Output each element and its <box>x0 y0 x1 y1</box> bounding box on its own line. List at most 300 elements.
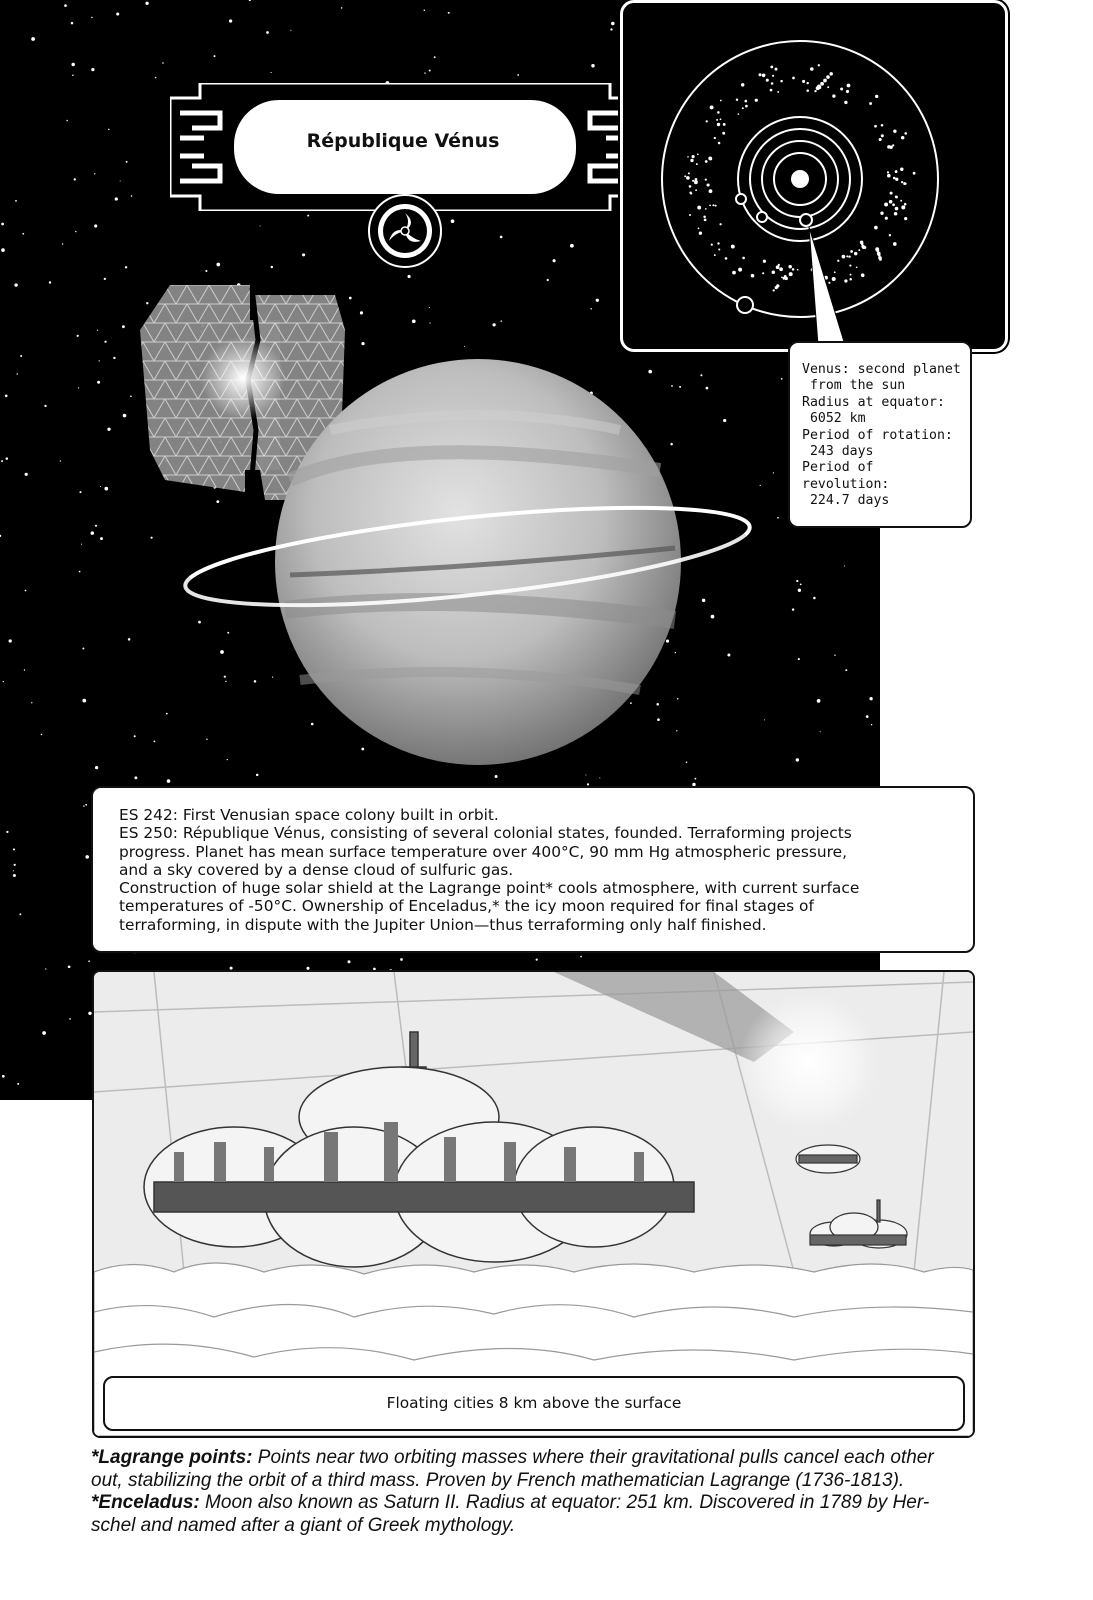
star <box>249 0 251 1</box>
star <box>871 724 872 725</box>
star <box>869 697 872 700</box>
asteroid <box>826 75 830 79</box>
asteroid <box>732 271 736 275</box>
star <box>81 544 82 545</box>
star <box>773 472 774 473</box>
asteroid <box>850 250 853 253</box>
star <box>97 381 100 384</box>
star <box>408 275 411 278</box>
asteroid <box>712 204 714 206</box>
star <box>216 500 219 503</box>
star <box>85 804 87 806</box>
star <box>727 654 730 657</box>
asteroid <box>689 185 692 188</box>
asteroid <box>894 212 898 216</box>
star <box>817 699 821 703</box>
asteroid <box>692 180 694 182</box>
asteroid <box>850 274 852 276</box>
star <box>227 632 229 634</box>
star <box>91 17 92 18</box>
asteroid <box>742 107 744 109</box>
star <box>424 10 425 11</box>
star <box>94 173 95 174</box>
star <box>679 386 681 388</box>
asteroid <box>878 254 881 257</box>
asteroid <box>856 266 858 268</box>
asteroid <box>789 272 793 276</box>
asteroid <box>779 267 783 271</box>
star <box>307 215 309 217</box>
asteroid <box>775 286 778 289</box>
star <box>6 457 9 460</box>
asteroid <box>881 134 884 137</box>
star <box>429 307 430 308</box>
asteroid <box>862 247 865 250</box>
star <box>49 281 51 283</box>
asteroid <box>820 82 824 86</box>
star <box>62 243 63 244</box>
asteroid <box>829 72 832 75</box>
planet-venus-icon <box>800 214 812 226</box>
asteroid <box>738 268 742 272</box>
asteroid <box>758 73 761 76</box>
star <box>123 414 127 418</box>
star <box>116 12 119 15</box>
star <box>122 325 125 328</box>
asteroid <box>738 113 740 115</box>
asteroid <box>697 206 701 210</box>
star <box>79 491 81 493</box>
star <box>272 677 273 678</box>
star <box>676 730 677 731</box>
star <box>656 703 659 706</box>
star <box>25 590 27 592</box>
star <box>153 740 155 742</box>
star <box>3 681 4 682</box>
planet-mercury-icon <box>736 194 746 204</box>
venus-info-line: Venus: second planet <box>802 362 961 377</box>
asteroid <box>846 255 848 257</box>
star <box>429 70 431 72</box>
star <box>120 181 121 182</box>
asteroid <box>781 276 783 278</box>
star <box>271 72 272 73</box>
asteroid <box>698 228 700 230</box>
star <box>434 56 436 58</box>
star <box>45 968 46 969</box>
asteroid <box>904 132 907 135</box>
asteroid <box>901 136 904 139</box>
asteroid <box>717 123 720 126</box>
asteroid <box>887 171 889 173</box>
asteroid <box>895 178 898 181</box>
star <box>271 266 273 268</box>
asteroid <box>690 159 693 162</box>
asteroid <box>844 279 847 282</box>
star <box>145 2 148 5</box>
star <box>464 346 465 347</box>
sun-icon <box>791 170 809 188</box>
star <box>44 405 46 407</box>
asteroid <box>887 174 891 178</box>
asteroid <box>858 249 860 251</box>
star <box>42 1031 46 1035</box>
asteroid <box>710 105 714 109</box>
page-title: République Vénus <box>306 130 500 152</box>
asteroid <box>696 163 698 165</box>
asteroid <box>717 242 719 244</box>
asteroid <box>854 252 857 255</box>
star <box>723 419 726 422</box>
asteroid <box>885 217 888 220</box>
star <box>500 236 503 239</box>
star <box>85 855 89 859</box>
star <box>517 74 519 76</box>
star <box>611 22 614 25</box>
venus-info-line: Period of rotation: <box>802 427 953 443</box>
star <box>13 848 15 850</box>
asteroid <box>802 80 805 83</box>
asteroid <box>807 82 809 84</box>
star <box>131 195 133 197</box>
asteroid <box>797 269 799 271</box>
star <box>9 639 12 642</box>
footnote-text: Points near two orbiting masses where their gravitational pulls cancel each other <box>252 1447 934 1468</box>
star <box>151 537 153 539</box>
star <box>500 320 501 321</box>
asteroid <box>884 203 888 207</box>
star <box>79 571 81 573</box>
star <box>798 658 800 660</box>
asteroid <box>762 272 764 274</box>
venus-info-box <box>788 341 972 528</box>
asteroid <box>719 223 721 225</box>
star <box>17 1083 19 1085</box>
star <box>17 373 18 374</box>
star <box>1 223 4 226</box>
star <box>400 958 403 961</box>
star <box>146 302 148 304</box>
star <box>361 748 364 751</box>
venus-info-line: 224.7 days <box>802 493 890 509</box>
asteroid <box>715 205 717 207</box>
footnote-text: Moon also known as Saturn II. Radius at equator: 251 km. Discovered in 1789 by Her- <box>199 1492 930 1514</box>
asteroid <box>834 271 836 273</box>
floating-city-panel <box>92 970 975 1438</box>
asteroid <box>874 226 878 230</box>
asteroid <box>814 90 816 92</box>
asteroid <box>861 273 865 277</box>
star <box>100 486 101 487</box>
star <box>91 531 95 535</box>
asteroid <box>818 64 820 66</box>
star <box>796 758 799 761</box>
solar-system-diagram <box>623 3 1005 349</box>
republic-emblem-icon <box>367 193 443 269</box>
star <box>677 698 679 700</box>
solar-system-diagram-panel <box>620 0 1008 352</box>
star <box>115 197 118 200</box>
venus-info-line: revolution: <box>802 476 890 492</box>
star <box>599 777 600 778</box>
asteroid <box>714 254 716 256</box>
star <box>64 4 67 7</box>
asteroid <box>718 248 720 250</box>
asteroid <box>823 79 827 83</box>
star <box>448 12 450 14</box>
asteroid <box>684 175 686 177</box>
asteroid <box>775 68 778 71</box>
asteroid <box>904 217 907 220</box>
asteroid <box>895 170 898 173</box>
star <box>31 702 32 703</box>
asteroid <box>736 99 738 101</box>
asteroid <box>792 77 795 80</box>
footnote-text: out, stabilizing the orbit of a third mass. Proven by French mathematician Lagrange (1736-1813). <box>91 1469 905 1491</box>
asteroid <box>895 207 899 211</box>
asteroid <box>688 172 690 174</box>
asteroid <box>772 270 776 274</box>
star <box>290 30 291 31</box>
asteroid <box>849 265 851 267</box>
asteroid <box>889 234 891 236</box>
asteroid <box>889 200 893 204</box>
asteroid <box>687 156 689 158</box>
footnote-lagrange <box>91 1447 991 1492</box>
star <box>670 443 673 446</box>
asteroid <box>806 89 809 92</box>
star <box>83 805 84 806</box>
star <box>866 715 869 718</box>
asteroid <box>869 102 872 105</box>
star <box>5 394 8 397</box>
history-line: ES 242: First Venusian space colony built in orbit. <box>119 806 499 824</box>
asteroid <box>723 123 726 126</box>
venus-info-line: from the sun <box>802 378 906 394</box>
venus-planet <box>275 359 681 765</box>
asteroid <box>785 277 788 280</box>
star <box>99 360 100 361</box>
star <box>94 224 97 227</box>
star <box>495 775 498 778</box>
star <box>361 342 364 345</box>
asteroid <box>895 196 898 199</box>
star <box>75 231 76 232</box>
floating-city-illustration <box>94 972 973 1436</box>
asteroid <box>704 219 707 222</box>
asteroid <box>892 144 894 146</box>
star <box>764 719 765 720</box>
asteroid <box>777 91 779 93</box>
star <box>706 387 709 390</box>
asteroid <box>770 89 773 92</box>
asteroid <box>718 142 721 145</box>
star <box>1 248 5 252</box>
star <box>451 219 455 223</box>
planet-earth-icon <box>757 212 767 222</box>
star <box>796 580 798 582</box>
asteroid <box>832 277 836 281</box>
star <box>95 766 98 769</box>
star <box>844 565 845 566</box>
asteroid <box>689 214 691 216</box>
star <box>14 283 17 286</box>
star <box>31 37 35 41</box>
asteroid <box>890 192 893 195</box>
venus-info-line: 243 days <box>802 444 874 460</box>
star <box>666 640 669 643</box>
asteroid <box>849 278 852 281</box>
asteroid <box>745 105 748 108</box>
star <box>686 762 688 764</box>
asteroid <box>705 208 707 210</box>
asteroid <box>763 260 766 263</box>
star <box>671 385 673 387</box>
star <box>60 460 61 461</box>
star <box>205 270 207 272</box>
star <box>412 319 416 323</box>
star <box>22 233 24 235</box>
star <box>580 956 582 958</box>
star <box>71 22 74 25</box>
star <box>6 831 8 833</box>
venus-info-line: Period of <box>802 460 874 476</box>
asteroid <box>742 257 745 260</box>
star <box>166 713 168 715</box>
venus-info-line: 6052 km <box>802 411 866 427</box>
asteroid <box>913 172 916 175</box>
star <box>695 778 697 780</box>
history-line: terraforming, in dispute with the Jupiter Union—thus terraforming only half finished. <box>119 915 767 934</box>
asteroid <box>847 84 851 88</box>
asteroid <box>900 200 902 202</box>
asteroid <box>697 153 699 155</box>
star <box>596 299 599 302</box>
star <box>15 200 17 202</box>
asteroid <box>810 67 814 71</box>
star <box>547 279 549 281</box>
history-line: temperatures of -50°C. Ownership of Enceladus,* the icy moon required for final stages of <box>119 897 814 916</box>
star <box>820 731 821 732</box>
asteroid <box>692 155 695 158</box>
history-line: progress. Planet has mean surface temperature over 400°C, 90 mm Hg atmospheric pressure, <box>119 842 848 861</box>
asteroid <box>780 80 783 83</box>
asteroid <box>901 181 903 183</box>
asteroid <box>766 79 769 82</box>
star <box>492 323 495 326</box>
asteroid <box>762 73 766 77</box>
asteroid <box>722 132 725 135</box>
star <box>19 913 21 915</box>
star <box>800 584 802 586</box>
asteroid <box>844 101 847 104</box>
asteroid <box>874 125 877 128</box>
asteroid <box>893 242 897 246</box>
star <box>781 378 783 380</box>
asteroid <box>788 265 791 268</box>
star <box>657 718 660 721</box>
star <box>813 597 816 600</box>
star <box>13 870 14 871</box>
star <box>216 263 220 267</box>
asteroid <box>708 156 712 160</box>
asteroid <box>709 205 711 207</box>
star <box>82 699 86 703</box>
star <box>675 652 676 653</box>
star <box>798 589 801 592</box>
star <box>128 638 131 641</box>
star <box>108 129 110 131</box>
asteroid <box>848 256 850 258</box>
star <box>266 31 269 34</box>
asteroid <box>772 75 774 77</box>
history-text-box <box>91 786 975 953</box>
star <box>0 535 1 537</box>
asteroid <box>711 244 713 246</box>
star <box>69 1018 71 1020</box>
asteroid <box>707 183 710 186</box>
star <box>711 615 715 619</box>
star <box>134 776 137 779</box>
history-line: and a sky covered by a dense cloud of sulfuric gas. <box>119 860 514 879</box>
star <box>845 669 847 671</box>
star <box>341 7 343 9</box>
asteroid <box>903 182 906 185</box>
star <box>91 68 94 71</box>
star <box>104 487 108 491</box>
star <box>100 537 103 540</box>
asteroid <box>741 83 744 86</box>
asteroid <box>827 86 829 88</box>
star <box>2 1075 5 1078</box>
venus-info-line: Radius at equator: <box>802 394 945 410</box>
history-line: ES 250: République Vénus, consisting of several colonial states, founded. Terraforming projects <box>119 824 852 843</box>
asteroid <box>881 124 884 127</box>
star <box>834 655 835 656</box>
star <box>227 759 228 760</box>
sun-glare-icon <box>739 992 879 1132</box>
star <box>792 608 794 610</box>
star <box>95 525 97 527</box>
star <box>14 864 16 866</box>
outer-planet-icon <box>737 297 753 313</box>
star <box>630 702 632 704</box>
star <box>68 965 71 968</box>
asteroid <box>840 88 843 91</box>
asteroid <box>778 264 780 266</box>
asteroid <box>703 215 706 218</box>
asteroid <box>717 111 720 114</box>
star <box>66 120 68 122</box>
asteroid <box>709 189 713 193</box>
footnotes <box>91 1447 991 1537</box>
star <box>134 735 136 737</box>
star <box>224 676 226 678</box>
star <box>700 374 702 376</box>
star <box>585 774 586 775</box>
star <box>198 621 201 624</box>
star <box>206 738 207 739</box>
star <box>591 64 594 67</box>
asteroid <box>699 232 702 235</box>
star <box>702 599 705 602</box>
star <box>113 357 115 359</box>
city-caption: Floating cities 8 km above the surface <box>386 1394 682 1412</box>
asteroid <box>846 90 849 93</box>
star <box>74 178 76 180</box>
asteroid <box>893 129 896 132</box>
asteroid <box>695 178 698 181</box>
